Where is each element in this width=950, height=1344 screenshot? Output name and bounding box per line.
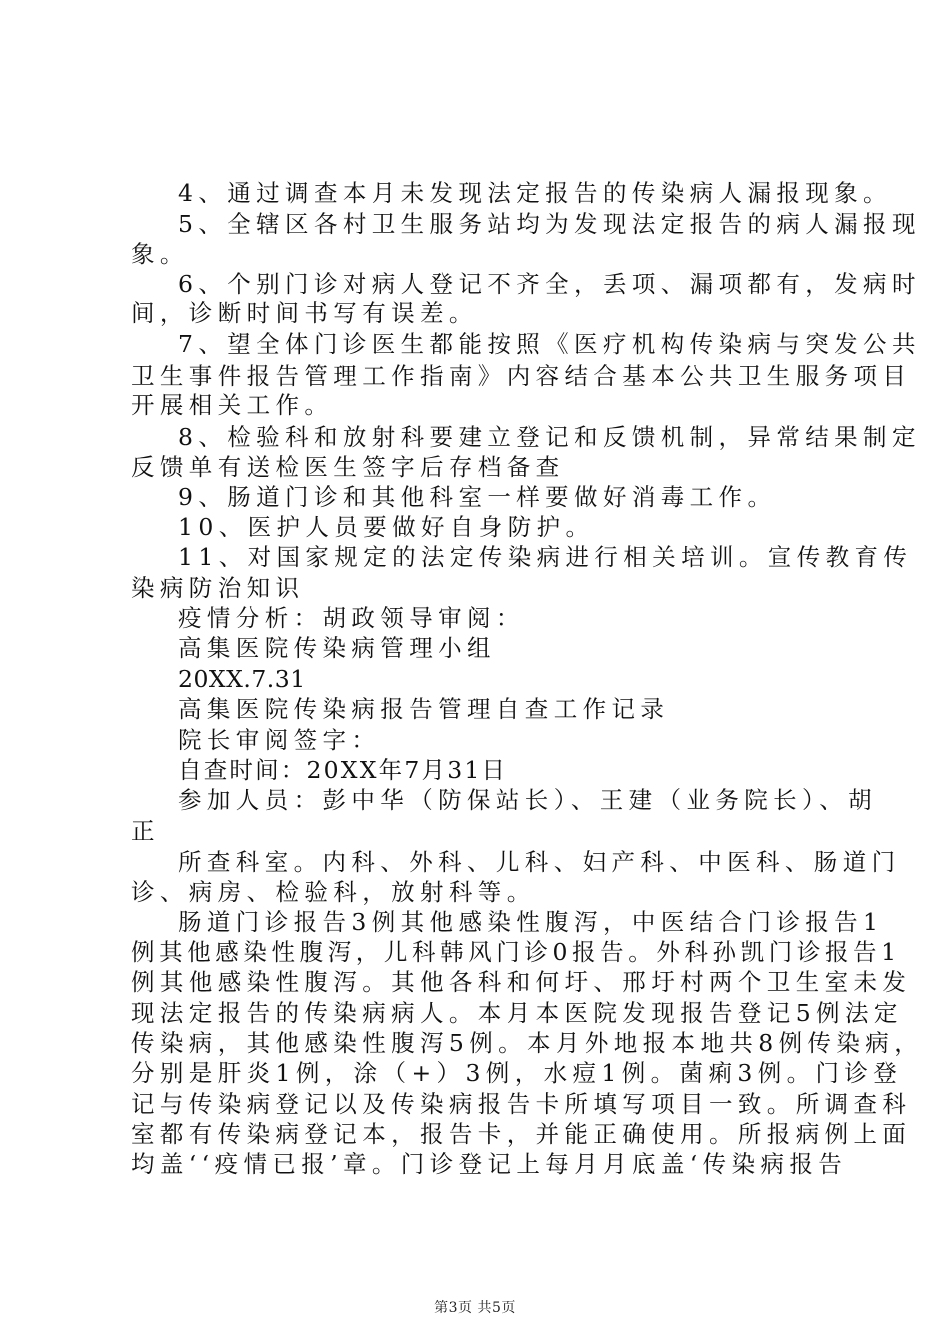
text-line-8: 开展相关工作。 (131, 391, 334, 419)
text-line-19: 院长审阅签字： (178, 726, 381, 754)
text-line-15: 疫情分析：胡政领导审阅： (178, 604, 525, 632)
text-line-22: 正 (131, 817, 160, 845)
text-line-5: 间，诊断时间书写有误差。 (131, 299, 478, 327)
text-line-10: 反馈单有送检医生签字后存档备查 (131, 453, 565, 481)
text-line-20: 自查时间：20XX年7月31日 (178, 756, 508, 784)
text-line-32: 室都有传染病登记本，报告卡，并能正确使用。所报病例上面 (131, 1120, 912, 1148)
text-line-9: 8、检验科和放射科要建立登记和反馈机制，异常结果制定 (178, 423, 921, 451)
text-line-11: 9、肠道门诊和其他科室一样要做好消毒工作。 (178, 483, 777, 511)
text-line-16: 高集医院传染病管理小组 (178, 634, 496, 662)
text-line-24: 诊、病房、检验科，放射科等。 (131, 878, 536, 906)
text-line-14: 染病防治知识 (131, 574, 305, 602)
text-line-1: 4、通过调查本月未发现法定报告的传染病人漏报现象。 (178, 179, 892, 207)
text-line-33: 均盖‘‘疫情已报’章。门诊登记上每月月底盖‘传染病报告 (131, 1150, 848, 1178)
text-line-23: 所查科室。内科、外科、儿科、妇产科、中医科、肠道门 (178, 848, 901, 876)
text-line-6: 7、望全体门诊医生都能按照《医疗机构传染病与突发公共 (178, 330, 921, 358)
text-line-30: 分别是肝炎1例，涂（+）3例，水痘1例。菌痢3例。门诊登 (131, 1059, 903, 1087)
text-line-17: 20XX.7.31 (178, 665, 306, 693)
text-line-12: 10、医护人员要做好自身防护。 (178, 513, 595, 541)
text-line-18: 高集医院传染病报告管理自查工作记录 (178, 695, 670, 723)
text-line-27: 例其他感染性腹泻。其他各科和何圩、邢圩村两个卫生室未发 (131, 968, 912, 996)
text-line-7: 卫生事件报告管理工作指南》内容结合基本公共卫生服务项目 (131, 362, 912, 390)
page-number-footer: 第3页 共5页 (434, 1300, 516, 1316)
text-line-21: 参加人员：彭中华（防保站长）、王建（业务院长）、胡 (178, 786, 877, 814)
text-line-25: 肠道门诊报告3例其他感染性腹泻，中医结合门诊报告1 (178, 908, 884, 936)
text-line-2: 5、全辖区各村卫生服务站均为发现法定报告的病人漏报现 (178, 210, 921, 238)
text-line-26: 例其他感染性腹泻，儿科韩风门诊0报告。外科孙凯门诊报告1 (131, 938, 901, 966)
text-line-28: 现法定报告的传染病病人。本月本医院发现报告登记5例法定 (131, 999, 903, 1027)
text-line-4: 6、个别门诊对病人登记不齐全，丢项、漏项都有，发病时 (178, 270, 921, 298)
text-line-31: 记与传染病登记以及传染病报告卡所填写项目一致。所调查科 (131, 1090, 912, 1118)
text-line-3: 象。 (131, 240, 189, 268)
text-line-13: 11、对国家规定的法定传染病进行相关培训。宣传教育传 (178, 543, 913, 571)
text-line-29: 传染病，其他感染性腹泻5例。本月外地报本地共8例传染病， (131, 1029, 924, 1057)
